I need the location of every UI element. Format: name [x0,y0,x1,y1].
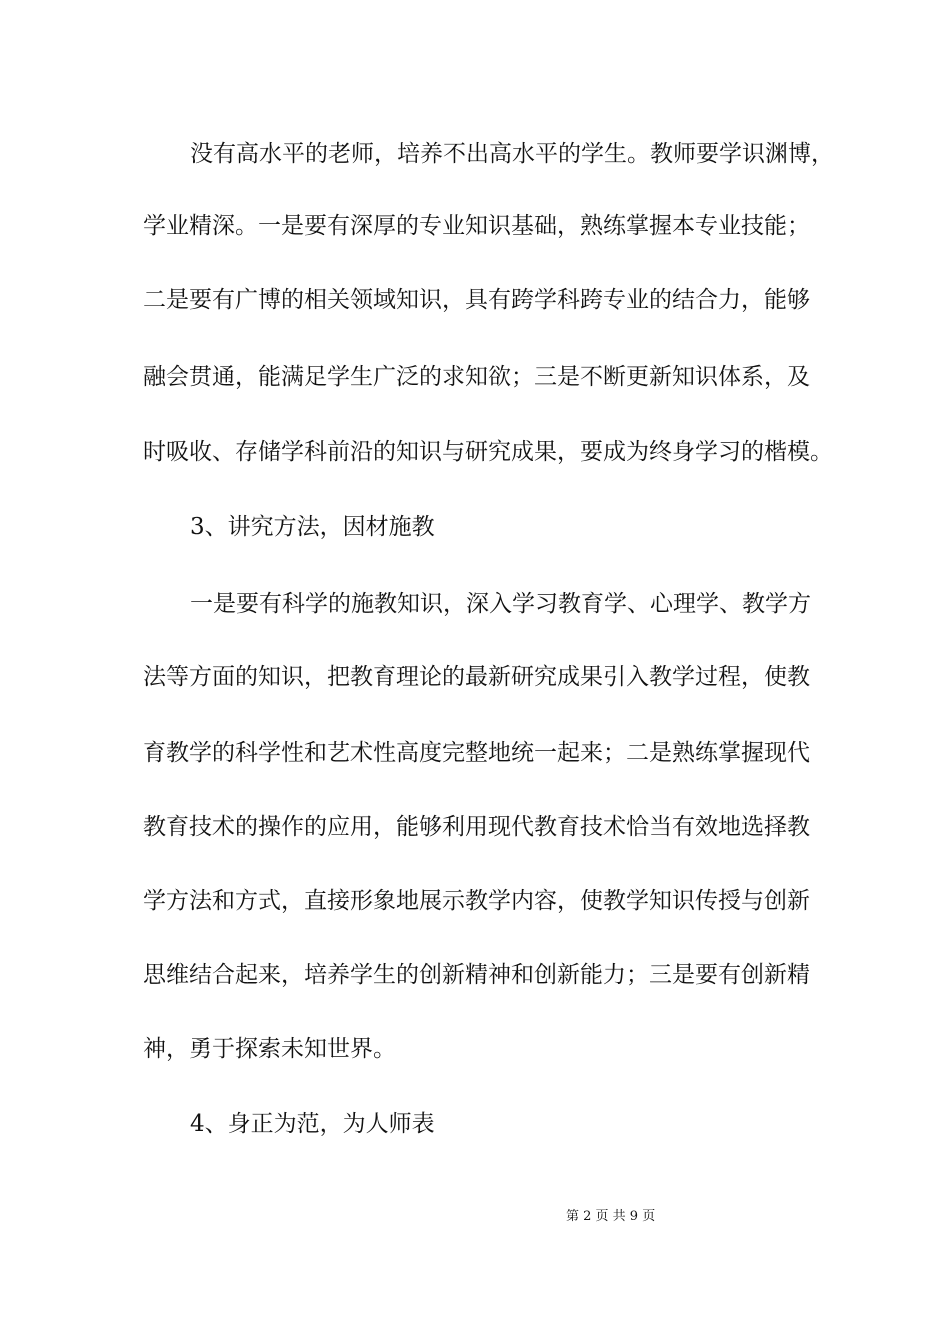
line-text: 一是要有科学的施教知识，深入学习教育学、心理学、教学方 [190,591,811,617]
line-text: 二是要有广博的相关领域知识，具有跨学科跨专业的结合力，能够 [143,287,810,313]
line-text: 时吸收、存储学科前沿的知识与研究成果，要成为终身学习的楷模。 [143,439,833,465]
page-number: 第 2 页 共 9 页 [566,1209,656,1224]
line-text: 育教学的科学性和艺术性高度完整地统一起来；二是熟练掌握现代 [143,740,810,766]
line-text: 思维结合起来，培养学生的创新精神和创新能力；三是要有创新精 [143,962,810,988]
heading-text: 3、讲究方法，因材施教 [190,514,435,540]
line-text: 教育技术的操作的应用，能够利用现代教育技术恰当有效地选择教 [143,814,810,840]
line-text: 学业精深。一是要有深厚的专业知识基础，熟练掌握本专业技能； [143,213,810,239]
line-text: 没有高水平的老师，培养不出高水平的学生。教师要学识渊博， [190,141,834,167]
line-text: 学方法和方式，直接形象地展示教学内容，使教学知识传授与创新 [143,888,810,914]
line-text: 融会贯通，能满足学生广泛的求知欲；三是不断更新知识体系，及 [143,364,810,390]
heading-text: 4、身正为范，为人师表 [190,1111,435,1137]
line-text: 法等方面的知识，把教育理论的最新研究成果引入教学过程，使教 [143,664,810,690]
line-text: 神，勇于探索未知世界。 [143,1036,396,1062]
